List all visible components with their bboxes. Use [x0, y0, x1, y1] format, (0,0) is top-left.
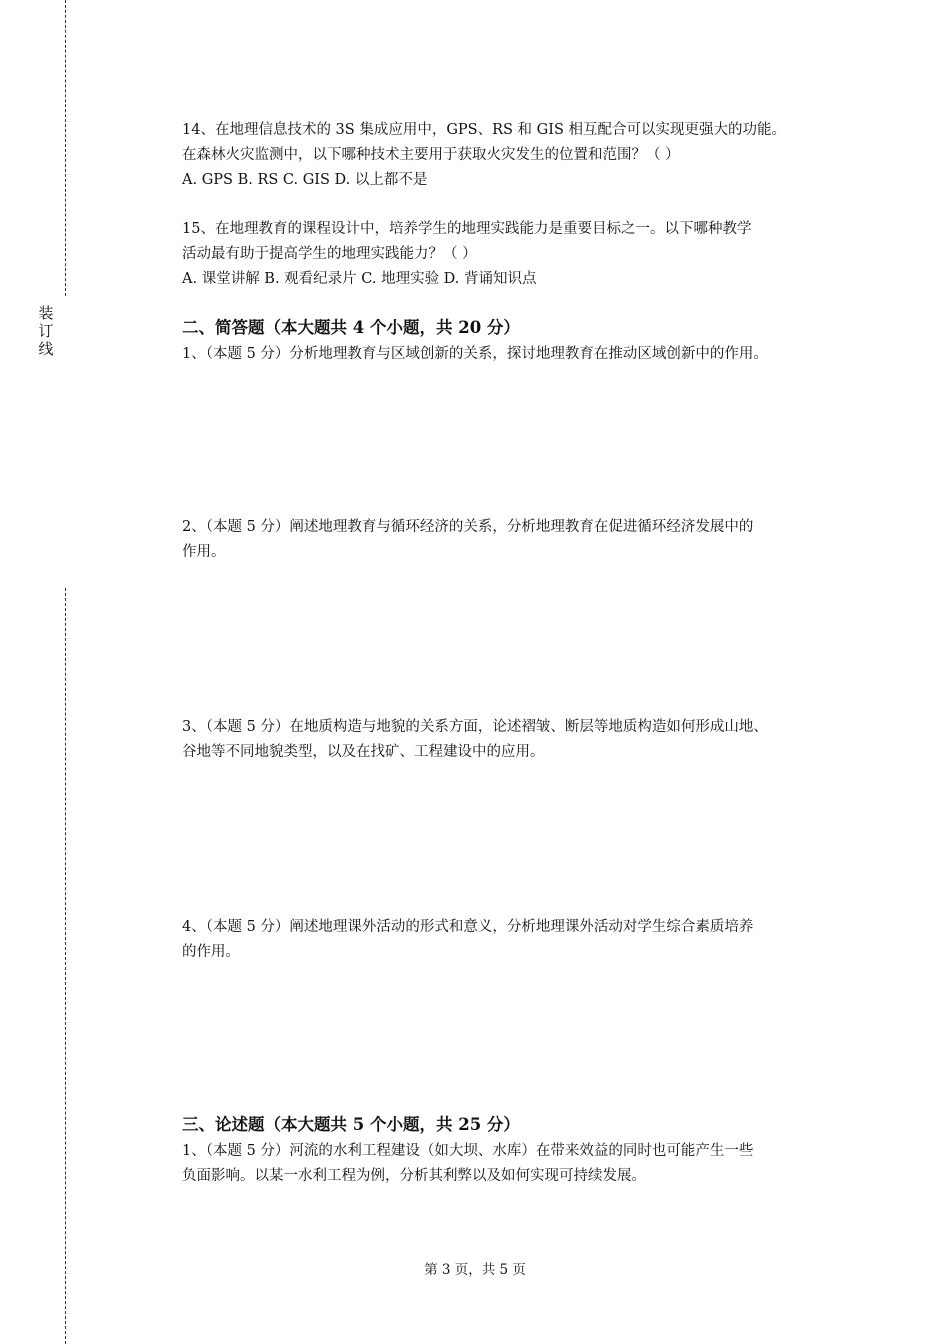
binding-dashed-line-top: [65, 0, 66, 296]
essay-q1-line-2: 负面影响。以某一水利工程为例，分析其利弊以及如何实现可持续发展。: [182, 1168, 646, 1184]
question-15-options: A. 课堂讲解 B. 观看纪录片 C. 地理实验 D. 背诵知识点: [182, 271, 537, 287]
short-answer-q3-line-1: 3、（本题 5 分）在地质构造与地貌的关系方面，论述褶皱、断层等地质构造如何形成山地、: [182, 719, 768, 735]
short-answer-q4-line-1: 4、（本题 5 分）阐述地理课外活动的形式和意义，分析地理课外活动对学生综合素质培养: [182, 919, 754, 935]
binding-dashed-line-bottom: [65, 588, 66, 1344]
question-14-line-1: 14、在地理信息技术的 3S 集成应用中，GPS、RS 和 GIS 相互配合可以实现更强大的功能。: [182, 122, 787, 138]
question-14-options: A. GPS B. RS C. GIS D. 以上都不是: [182, 172, 428, 188]
binding-label: [38, 304, 54, 358]
short-answer-q1: 1、（本题 5 分）分析地理教育与区域创新的关系，探讨地理教育在推动区域创新中的作用。: [182, 346, 768, 362]
essay-q1-line-1: 1、（本题 5 分）河流的水利工程建设（如大坝、水库）在带来效益的同时也可能产生一些: [182, 1143, 754, 1159]
question-15-line-1: 15、在地理教育的课程设计中，培养学生的地理实践能力是重要目标之一。以下哪种教学: [182, 221, 752, 237]
short-answer-q2-line-2: 作用。: [182, 544, 226, 560]
binding-label-char: 订: [38, 322, 54, 340]
section-heading-essay: 三、论述题（本大题共 5 个小题，共 25 分）: [182, 1115, 520, 1134]
binding-label-char: 装: [38, 304, 54, 322]
short-answer-q2-line-1: 2、（本题 5 分）阐述地理教育与循环经济的关系，分析地理教育在促进循环经济发展中的: [182, 519, 754, 535]
binding-label-char: 线: [38, 340, 54, 358]
question-15-line-2: 活动最有助于提高学生的地理实践能力？（ ）: [182, 246, 477, 262]
question-14-line-2: 在森林火灾监测中，以下哪种技术主要用于获取火灾发生的位置和范围？（ ）: [182, 147, 680, 163]
short-answer-q3-line-2: 谷地等不同地貌类型，以及在找矿、工程建设中的应用。: [182, 744, 545, 760]
section-heading-short-answer: 二、简答题（本大题共 4 个小题，共 20 分）: [182, 318, 520, 337]
page-footer: 第 3 页，共 5 页: [424, 1262, 526, 1278]
short-answer-q4-line-2: 的作用。: [182, 944, 240, 960]
